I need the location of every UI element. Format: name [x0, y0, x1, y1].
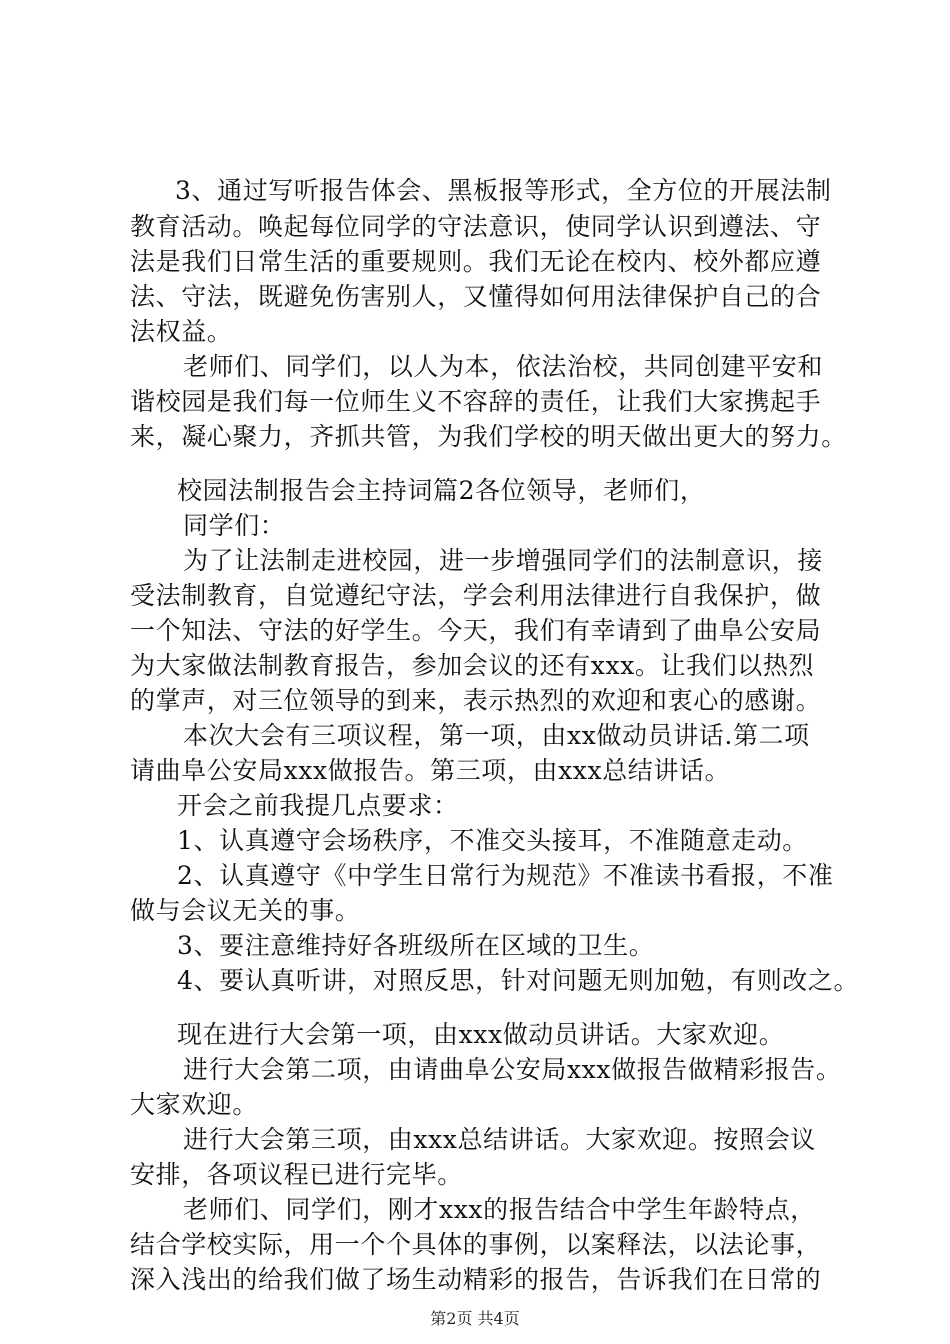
text-line: 大家欢迎。: [130, 1090, 259, 1119]
text-line: 一个知法、守法的好学生。今天，我们有幸请到了曲阜公安局: [130, 616, 822, 645]
text-line: 1、认真遵守会场秩序，不准交头接耳，不准随意走动。: [177, 826, 808, 855]
text-line: 谐校园是我们每一位师生义不容辞的责任，让我们大家携起手: [130, 387, 822, 416]
text-line: 深入浅出的给我们做了场生动精彩的报告，告诉我们在日常的: [130, 1265, 822, 1294]
text-line: 法是我们日常生活的重要规则。我们无论在校内、校外都应遵: [130, 247, 822, 276]
text-line: 受法制教育，自觉遵纪守法，学会利用法律进行自我保护，做: [130, 581, 822, 610]
text-line: 2、认真遵守《中学生日常行为规范》不准读书看报，不准: [177, 861, 834, 890]
text-line: 老师们、同学们，刚才xxx的报告结合中学生年龄特点，: [183, 1195, 816, 1224]
text-line: 4、要认真听讲，对照反思，针对问题无则加勉，有则改之。: [177, 966, 860, 995]
text-line: 同学们：: [183, 511, 286, 540]
text-line: 3、要注意维持好各班级所在区域的卫生。: [177, 931, 655, 960]
text-line: 进行大会第二项，由请曲阜公安局xxx做报告做精彩报告。: [183, 1055, 842, 1084]
text-line: 的掌声，对三位领导的到来，表示热烈的欢迎和衷心的感谢。: [130, 686, 822, 715]
text-line: 3、通过写听报告体会、黑板报等形式，全方位的开展法制: [175, 176, 832, 205]
text-line: 本次大会有三项议程，第一项，由xx做动员讲话.第二项: [183, 721, 810, 750]
text-line: 为大家做法制教育报告，参加会议的还有xxx。让我们以热烈: [130, 651, 815, 680]
text-line: 开会之前我提几点要求：: [177, 791, 459, 820]
text-line: 为了让法制走进校园，进一步增强同学们的法制意识，接: [183, 546, 824, 575]
text-line: 现在进行大会第一项，由xxx做动员讲话。大家欢迎。: [177, 1020, 785, 1049]
text-line: 校园法制报告会主持词篇2各位领导，老师们，: [177, 476, 706, 505]
page-footer: 第2页 共4页: [430, 1309, 520, 1328]
text-line: 法、守法，既避免伤害别人，又懂得如何用法律保护自己的合: [130, 282, 822, 311]
text-line: 做与会议无关的事。: [130, 896, 361, 925]
text-line: 教育活动。唤起每位同学的守法意识，使同学认识到遵法、守: [130, 212, 822, 241]
text-line: 进行大会第三项，由xxx总结讲话。大家欢迎。按照会议: [183, 1125, 816, 1154]
text-line: 请曲阜公安局xxx做报告。第三项，由xxx总结讲话。: [130, 756, 731, 785]
text-line: 结合学校实际，用一个个具体的事例，以案释法，以法论事，: [130, 1230, 822, 1259]
text-line: 来，凝心聚力，齐抓共管，为我们学校的明天做出更大的努力。: [130, 422, 847, 451]
text-line: 老师们、同学们，以人为本，依法治校，共同创建平安和: [183, 352, 824, 381]
text-line: 法权益。: [130, 317, 233, 346]
text-line: 安排，各项议程已进行完毕。: [130, 1160, 463, 1189]
